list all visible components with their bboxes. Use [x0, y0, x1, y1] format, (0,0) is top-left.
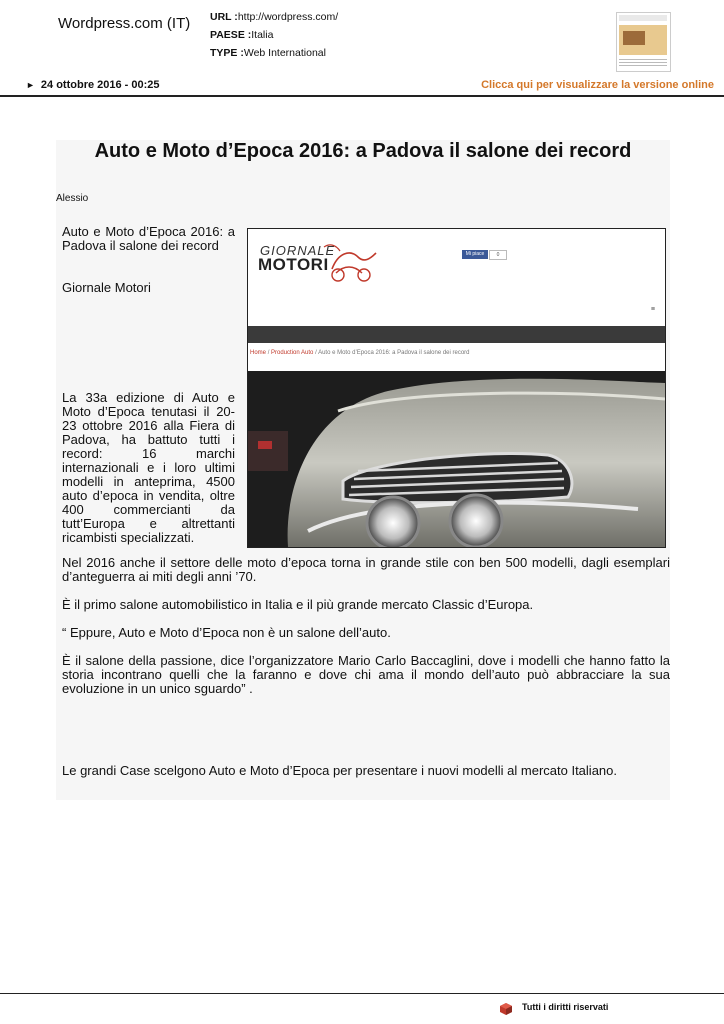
date-text: 24 ottobre 2016 - 00:25	[40, 79, 160, 91]
article-screenshot	[247, 228, 666, 548]
paragraph-1: La 33a edizione di Auto e Moto d’Epoca tenutasi il 20-23 ottobre 2016 alla Fiera di Padova, ha battuto tutti i record: 16 marchi internazionali e i loro ultimi modelli in anteprima, 4500 auto d’epoca in vendita, oltre 400 commercianti da tutt’Europa e altrettanti ricambisti specializzati.	[62, 390, 235, 545]
page-thumbnail[interactable]	[616, 12, 671, 72]
type-label: TYPE :	[210, 47, 244, 59]
url-row	[210, 11, 338, 23]
header-divider	[0, 95, 724, 97]
country-value: Italia	[251, 29, 274, 41]
url-value[interactable]: http://wordpress.com/	[237, 11, 339, 23]
facebook-like-button[interactable]: Mi piace	[462, 250, 488, 259]
paragraph-6: Le grandi Case scelgono Auto e Moto d’Epoca per presentare i nuovi modelli al mercato Italiano.	[62, 763, 617, 778]
car-photo	[248, 371, 665, 547]
breadcrumb: Home / Production Auto / Auto e Moto d’Epoca 2016: a Padova il salone dei record	[250, 350, 470, 356]
paragraph-3: È il primo salone automobilistico in Italia e il più grande mercato Classic d’Europa.	[62, 597, 534, 612]
logo-text-bottom: MOTORI	[258, 255, 329, 274]
site-navbar	[248, 326, 665, 343]
footer-divider	[0, 993, 724, 994]
intro-title: Auto e Moto d’Epoca 2016: a Padova il salone dei record	[62, 224, 235, 253]
menu-icon[interactable]: ≡	[650, 306, 655, 313]
online-version-link[interactable]: Clicca qui per visualizzare la versione online	[481, 79, 714, 91]
breadcrumb-section[interactable]: Production Auto	[271, 350, 314, 356]
paragraph-5: È il salone della passione, dice l’organizzatore Mario Carlo Baccaglini, dove i modelli che hanno fatto la storia incontrano quelli che la faranno e dove chi ama il mondo dell’auto può abbracciare la sua evoluzione in un unico sguardo” .	[62, 653, 670, 696]
country-row	[210, 29, 273, 41]
country-label: PAESE :	[210, 29, 252, 41]
paragraph-2: Nel 2016 anche il settore delle moto d’epoca torna in grande stile con ben 500 modelli, dagli esemplari d’anteguerra ai miti degli anni ’70.	[62, 555, 670, 584]
paragraph-4: “ Eppure, Auto e Moto d’Epoca non è un salone dell’auto.	[62, 625, 391, 640]
arrow-right-icon: ►	[26, 80, 35, 90]
url-label: URL :	[210, 11, 238, 23]
breadcrumb-home[interactable]: Home	[250, 350, 267, 356]
facebook-like-count: 0	[489, 250, 507, 260]
rights-reserved: Tutti i diritti riservati	[522, 1002, 609, 1012]
motorcycle-logo-icon	[320, 239, 380, 287]
article-title: Auto e Moto d’Epoca 2016: a Padova il salone dei record	[94, 140, 632, 162]
type-value: Web International	[243, 47, 326, 59]
publish-date	[26, 79, 160, 91]
breadcrumb-current: / Auto e Moto d’Epoca 2016: a Padova il salone dei record	[315, 350, 470, 356]
type-row	[210, 47, 326, 59]
source-name: Wordpress.com (IT)	[58, 15, 191, 32]
logo-text-top: GIORNALE	[260, 243, 336, 258]
copyright-cube-icon	[500, 1003, 512, 1015]
article-author: Alessio	[56, 193, 89, 204]
intro-source: Giornale Motori	[62, 280, 151, 295]
